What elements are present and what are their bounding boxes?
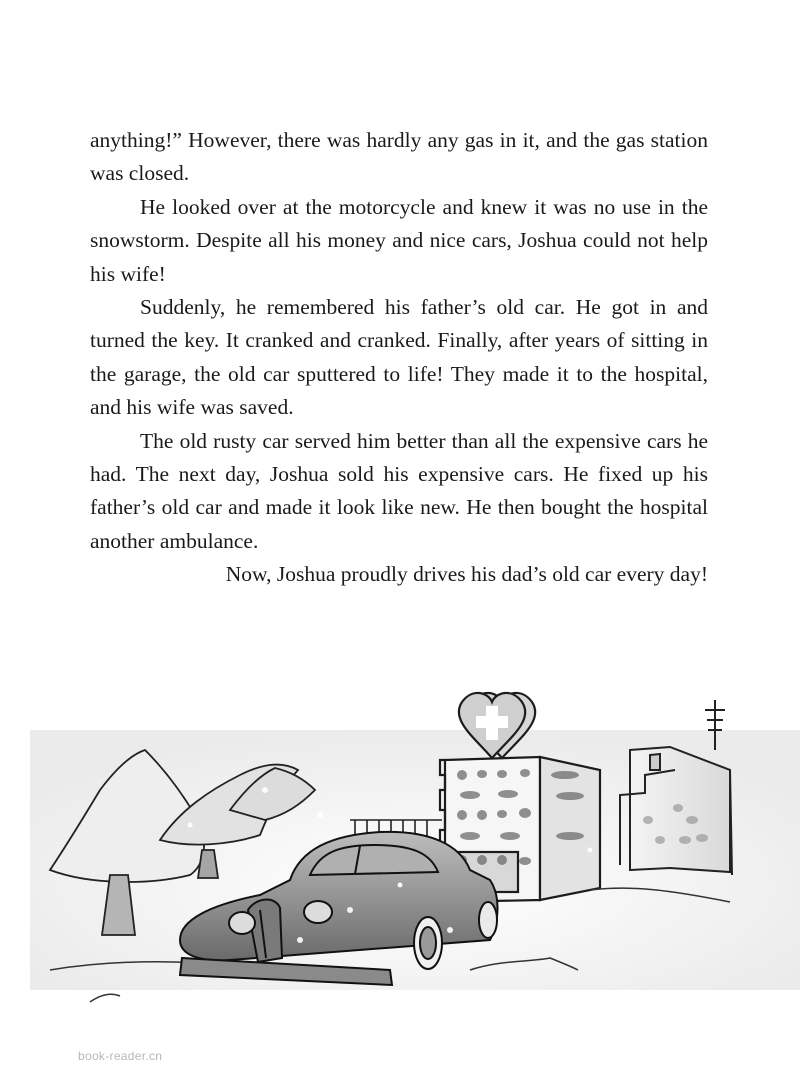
apartment-building <box>620 700 732 875</box>
paragraph-1: anything!” However, there was hardly any gas in it, and the gas station was closed. <box>90 128 708 186</box>
paragraph-4: The old rusty car served him better than all the expensive cars he had. The next day, Joshua sold his expensive cars. He fixed up his father’s old car and made it look like new. He then bought the hospital another ambulance. <box>90 428 708 553</box>
story-illustration <box>30 640 800 1010</box>
paragraph-2: He looked over at the motorcycle and knew it was no use in the snowstorm. Despite all his money and nice cars, Joshua could not help his wife! <box>90 194 708 286</box>
story-text <box>90 124 708 592</box>
paragraph-5: Now, Joshua proudly drives his dad’s old car every day! <box>225 562 708 587</box>
watermark: book-reader.cn <box>78 1049 163 1063</box>
paragraph-3: Suddenly, he remembered his father’s old car. He got in and turned the key. It cranked and cranked. Finally, after years of sitting in the garage, the old car sputtered to life! They made it to the hospital, and his wife was saved. <box>90 295 708 420</box>
